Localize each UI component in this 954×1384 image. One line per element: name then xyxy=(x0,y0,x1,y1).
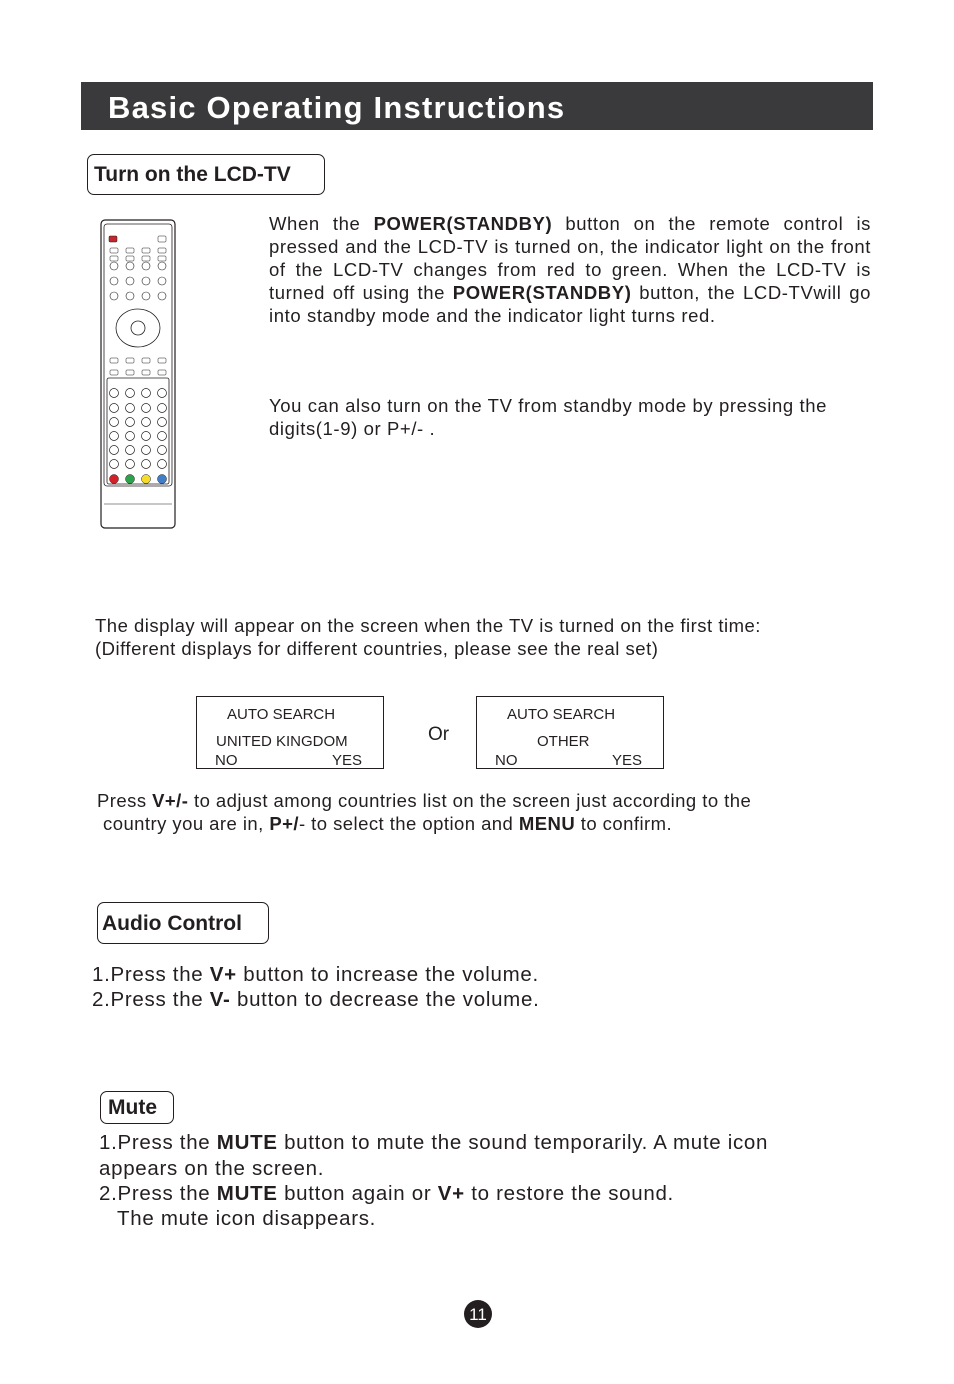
mute-line-1 xyxy=(99,1130,768,1156)
remote-panel-button xyxy=(110,460,119,469)
remote-color-button xyxy=(158,475,167,484)
turn-on-paragraph xyxy=(269,212,871,327)
mute-label-1: MUTE xyxy=(216,1131,278,1154)
v-minus-label: V- xyxy=(209,988,231,1011)
mute-line-2: appears on the screen. xyxy=(99,1157,325,1180)
power-standby-label-1: POWER(STANDBY) xyxy=(373,213,553,234)
screen-title: AUTO SEARCH xyxy=(507,706,616,723)
audio-l2-text2: button to decrease the volume. xyxy=(230,988,540,1011)
mute-line-4: The mute icon disappears. xyxy=(117,1207,377,1230)
remote-small-button xyxy=(158,248,166,253)
remote-panel-button xyxy=(158,446,167,455)
section-heading-audio-label: Audio Control xyxy=(102,911,242,935)
remote-digit-button xyxy=(142,277,150,285)
screen-country: OTHER xyxy=(537,733,590,750)
or-label: Or xyxy=(428,724,450,745)
standby-digits-paragraph: You can also turn on the TV from standby mode by pressing the digits(1-9) or P+/- . xyxy=(269,395,827,439)
remote-color-button xyxy=(142,475,151,484)
remote-panel-button xyxy=(126,446,135,455)
remote-function-button xyxy=(126,370,134,375)
page-title: Basic Operating Instructions xyxy=(108,90,566,125)
remote-panel-button xyxy=(110,418,119,427)
remote-panel-button xyxy=(110,446,119,455)
remote-function-button xyxy=(142,358,150,363)
press-text5: to confirm. xyxy=(575,813,673,834)
screen-yes: YES xyxy=(612,752,643,769)
remote-digit-button xyxy=(110,277,118,285)
remote-digit-button xyxy=(126,262,134,270)
remote-function-button xyxy=(158,358,166,363)
section-heading-mute-label: Mute xyxy=(108,1096,157,1119)
mute-l3-text3: to restore the sound. xyxy=(464,1182,674,1205)
menu-label: MENU xyxy=(518,813,576,834)
page-number: 11 xyxy=(464,1300,492,1328)
remote-function-button xyxy=(158,370,166,375)
remote-small-button xyxy=(158,256,166,261)
display-intro-line-2: (Different displays for different countries, please see the real set) xyxy=(95,638,659,659)
remote-digit-button xyxy=(110,262,118,270)
section-heading-audio xyxy=(97,902,269,944)
turn-on-p1-text3: button, the LCD-TVwill go into standby mode and the indicator light turns red. xyxy=(269,282,871,326)
remote-small-button xyxy=(126,248,134,253)
section-heading-mute xyxy=(100,1091,174,1124)
audio-l1-text1: 1.Press the xyxy=(92,963,210,986)
remote-panel-button xyxy=(110,404,119,413)
remote-digit-button xyxy=(158,262,166,270)
audio-line-2 xyxy=(92,987,539,1013)
remote-small-button xyxy=(142,248,150,253)
turn-on-p1-text1: When the xyxy=(269,213,374,234)
remote-control-icon xyxy=(98,218,178,530)
remote-function-button xyxy=(110,358,118,363)
power-standby-label-2: POWER(STANDBY) xyxy=(452,282,632,303)
screen-no: NO xyxy=(215,752,238,769)
display-intro-line-1: The display will appear on the screen when the TV is turned on the first time: xyxy=(95,615,761,636)
remote-digit-button xyxy=(142,292,150,300)
remote-panel-button xyxy=(142,418,151,427)
remote-function-button xyxy=(110,370,118,375)
remote-panel-button xyxy=(158,432,167,441)
remote-small-button xyxy=(110,256,118,261)
press-instruction-line-2 xyxy=(103,812,672,835)
remote-panel-button xyxy=(142,432,151,441)
remote-function-button xyxy=(142,370,150,375)
press-text4: - to select the option and xyxy=(298,813,519,834)
remote-panel-button xyxy=(126,432,135,441)
turn-on-p1-text2: button on the remote control is pressed and the LCD-TV is turned on, the indicator light on the front of the LCD-TV changes from red to green. When the LCD-TV is turned off using the xyxy=(269,213,872,303)
remote-function-button xyxy=(126,358,134,363)
press-text3: country you are in, xyxy=(103,813,270,834)
remote-digit-button xyxy=(126,277,134,285)
remote-color-button xyxy=(126,475,135,484)
remote-power-button xyxy=(109,236,117,242)
screen-no: NO xyxy=(495,752,518,769)
p-plus-label: P+/ xyxy=(269,813,299,834)
screen-yes: YES xyxy=(332,752,363,769)
remote-small-button xyxy=(110,248,118,253)
section-heading-turn-on-label: Turn on the LCD-TV xyxy=(94,163,291,186)
remote-digit-button xyxy=(142,262,150,270)
remote-panel-button xyxy=(126,404,135,413)
mute-l3-text2: button again or xyxy=(277,1182,438,1205)
v-plus-label: V+ xyxy=(209,963,237,986)
remote-digit-button xyxy=(158,292,166,300)
auto-search-screen-other xyxy=(476,696,664,769)
auto-search-screen-uk xyxy=(196,696,384,769)
remote-panel-button xyxy=(142,389,151,398)
screen-title: AUTO SEARCH xyxy=(227,706,336,723)
mute-l1-text2: button to mute the sound temporarily. A mute icon xyxy=(277,1131,769,1154)
remote-control-drawing xyxy=(98,218,178,530)
remote-panel-button xyxy=(142,446,151,455)
remote-panel-button xyxy=(142,404,151,413)
remote-small-button xyxy=(142,256,150,261)
remote-panel-button xyxy=(142,460,151,469)
remote-panel-button xyxy=(158,418,167,427)
remote-digit-button xyxy=(158,277,166,285)
remote-panel-button xyxy=(126,389,135,398)
remote-panel-button xyxy=(110,389,119,398)
mute-l1-text1: 1.Press the xyxy=(99,1131,217,1154)
remote-panel-button xyxy=(126,418,135,427)
mute-line-3 xyxy=(99,1181,674,1207)
remote-panel-button xyxy=(126,460,135,469)
remote-panel-button xyxy=(158,389,167,398)
section-heading-turn-on xyxy=(87,154,325,195)
screen-country: UNITED KINGDOM xyxy=(216,733,348,750)
remote-panel-button xyxy=(158,460,167,469)
audio-l1-text2: button to increase the volume. xyxy=(236,963,539,986)
press-text1: Press xyxy=(97,790,153,811)
v-plus-label-2: V+ xyxy=(437,1182,465,1205)
remote-digit-button xyxy=(126,292,134,300)
audio-line-1 xyxy=(92,962,539,988)
v-plus-minus-label: V+/- xyxy=(152,790,189,811)
mute-l3-text1: 2.Press the xyxy=(99,1182,217,1205)
press-text2: to adjust among countries list on the screen just according to the xyxy=(188,790,752,811)
audio-l2-text1: 2.Press the xyxy=(92,988,210,1011)
remote-color-button xyxy=(110,475,119,484)
press-instruction-line-1 xyxy=(97,789,751,812)
remote-panel-button xyxy=(158,404,167,413)
remote-small-button xyxy=(126,256,134,261)
remote-eject-button xyxy=(158,236,166,242)
remote-digit-button xyxy=(110,292,118,300)
mute-label-2: MUTE xyxy=(216,1182,278,1205)
remote-panel-button xyxy=(110,432,119,441)
